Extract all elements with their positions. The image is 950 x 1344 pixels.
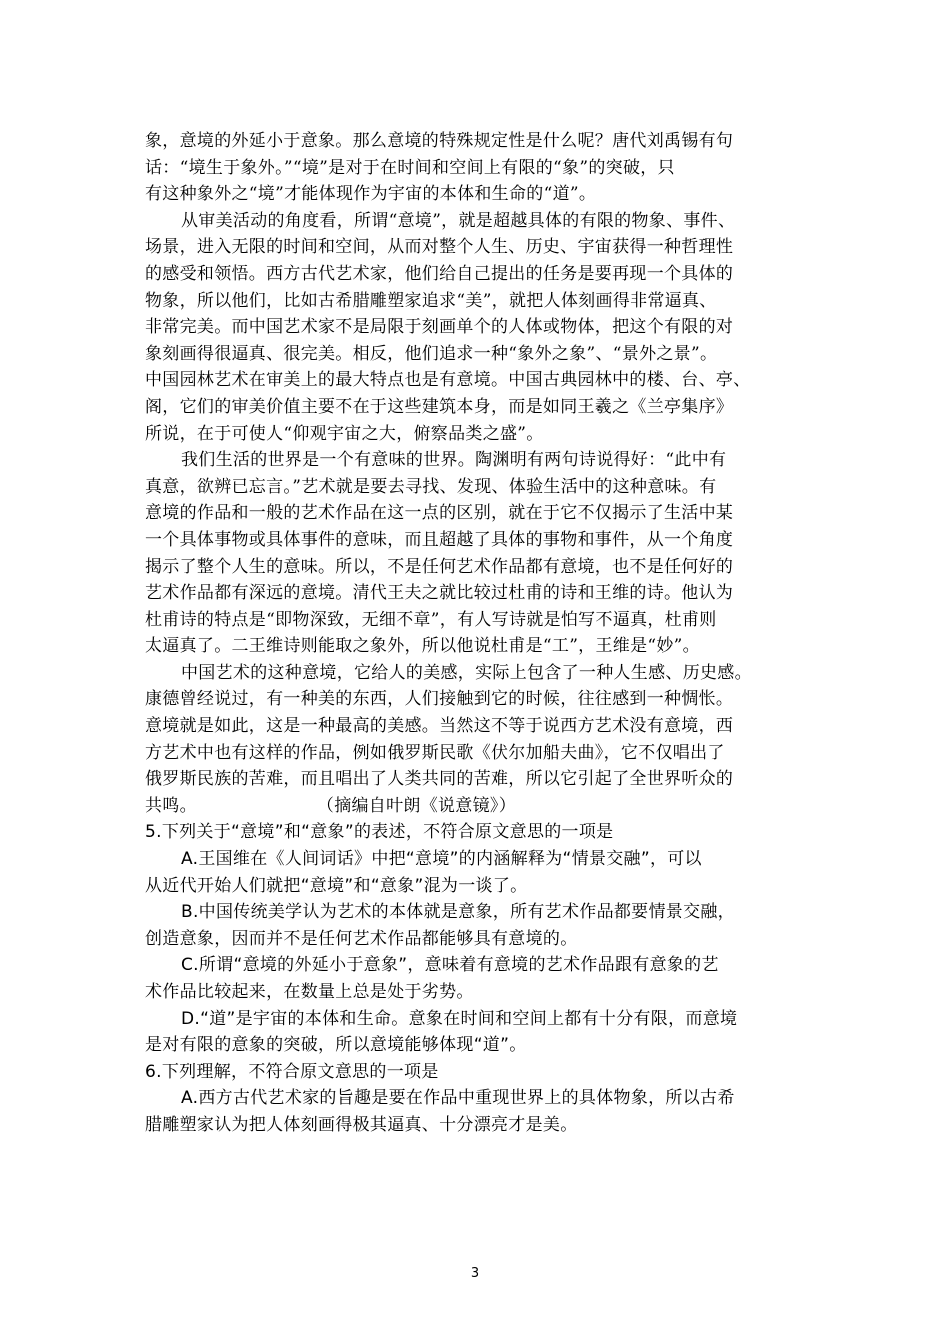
passage-line: 太逼真了。二王维诗则能取之象外，所以他说杜甫是“工”，王维是“妙”。 xyxy=(145,636,700,657)
passage-line: 俄罗斯民族的苦难，而且唱出了人类共同的苦难，所以它引起了全世界听众的 xyxy=(145,769,734,790)
question-5-stem: 5.下列关于“意境”和“意象”的表述，不符合原文意思的一项是 xyxy=(145,822,614,843)
question-5-option-d: D.“道”是宇宙的本体和生命。意象在时间和空间上都有十分有限，而意境 xyxy=(181,1008,738,1029)
source-citation: （摘编自叶朗《说意镜》） xyxy=(316,795,517,816)
passage-line: 我们生活的世界是一个有意味的世界。陶渊明有两句诗说得好：“此中有 xyxy=(181,450,727,471)
passage-line: 场景，进入无限的时间和空间，从而对整个人生、历史、宇宙获得一种哲理性 xyxy=(145,237,734,258)
passage-line: 所说，在于可使人“仰观宇宙之大，俯察品类之盛”。 xyxy=(145,423,544,444)
question-6-option-a-cont: 腊雕塑家认为把人体刻画得极其逼真、十分漂亮才是美。 xyxy=(145,1114,578,1135)
passage-line: 阁，它们的审美价值主要不在于这些建筑本身，而是如同王羲之《兰亭集序》 xyxy=(145,396,734,417)
passage-line: 一个具体事物或具体事件的意味，而且超越了具体的事物和事件，从一个角度 xyxy=(145,529,734,550)
question-5-option-c-cont: 术作品比较起来，在数量上总是处于劣势。 xyxy=(145,982,474,1002)
passage-line: 象，意境的外延小于意象。那么意境的特殊规定性是什么呢？唐代刘禹锡有句 xyxy=(145,131,734,151)
question-5-option-c: C.所谓“意境的外延小于意象”，意味着有意境的艺术作品跟有意象的艺 xyxy=(181,955,719,976)
passage-line: 意境的作品和一般的艺术作品在这一点的区别，就在于它不仅揭示了生活中某 xyxy=(145,503,734,524)
passage-line: 共鸣。 xyxy=(145,795,197,816)
passage-line: 中国艺术的这种意境，它给人的美感，实际上包含了一种人生感、历史感。 xyxy=(181,662,752,683)
passage-line: 中国园林艺术在审美上的最大特点也是有意境。中国古典园林中的楼、台、亭、 xyxy=(145,370,751,391)
passage-line: 杜甫诗的特点是“即物深致，无细不章”，有人写诗就是怕写不逼真，杜甫则 xyxy=(145,609,717,630)
question-5-option-b: B.中国传统美学认为艺术的本体就是意象，所有艺术作品都要情景交融， xyxy=(181,902,735,923)
passage-line: 方艺术中也有这样的作品，例如俄罗斯民歌《伏尔加船夫曲》，它不仅唱出了 xyxy=(145,742,725,763)
passage-line: 真意，欲辨已忘言。”艺术就是要去寻找、发现、体验生活中的这种意味。有 xyxy=(145,476,717,497)
question-6-stem: 6.下列理解，不符合原文意思的一项是 xyxy=(145,1061,439,1082)
question-5-option-a: A.王国维在《人间词话》中把“意境”的内涵解释为“情景交融”，可以 xyxy=(181,849,702,870)
question-5-option-b-cont: 创造意象，因而并不是任何艺术作品都能够具有意境的。 xyxy=(145,928,578,949)
question-5-option-a-cont: 从近代开始人们就把“意境”和“意象”混为一谈了。 xyxy=(145,875,528,896)
passage-last-line xyxy=(145,793,805,820)
passage-line: 物象，所以他们，比如古希腊雕塑家追求“美”，就把人体刻画得非常逼真、 xyxy=(145,290,717,311)
passage-line: 的感受和领悟。西方古代艺术家，他们给自己提出的任务是要再现一个具体的 xyxy=(145,263,734,284)
passage-line: 意境就是如此，这是一种最高的美感。当然这不等于说西方艺术没有意境，西 xyxy=(145,716,734,737)
question-6-option-a: A.西方古代艺术家的旨趣是要在作品中重现世界上的具体物象，所以古希 xyxy=(181,1088,735,1109)
passage-line: 康德曾经说过，有一种美的东西，人们接触到它的时候，往往感到一种惆怅。 xyxy=(145,689,734,710)
passage-line: 非常完美。而中国艺术家不是局限于刻画单个的人体或物体，把这个有限的对 xyxy=(145,317,734,338)
page-number: 3 xyxy=(470,1266,480,1281)
passage-line: 艺术作品都有深远的意境。清代王夫之就比较过杜甫的诗和王维的诗。他认为 xyxy=(145,583,734,604)
passage-line: 话：“境生于象外。”“境”是对于在时间和空间上有限的“象”的突破，只 xyxy=(145,157,675,178)
question-5-option-d-cont: 是对有限的意象的突破，所以意境能够体现“道”。 xyxy=(145,1035,527,1056)
passage-line: 从审美活动的角度看，所谓“意境”，就是超越具体的有限的物象、事件、 xyxy=(181,210,736,231)
document-body xyxy=(145,128,805,1139)
passage-line: 象刻画得很逼真、很完美。相反，他们追求一种“象外之象”、“景外之景”。 xyxy=(145,343,718,364)
passage-line: 揭示了整个人生的意味。所以，不是任何艺术作品都有意境，也不是任何好的 xyxy=(145,556,734,577)
passage-line: 有这种象外之“境”才能体现作为宇宙的本体和生命的“道”。 xyxy=(145,184,597,205)
